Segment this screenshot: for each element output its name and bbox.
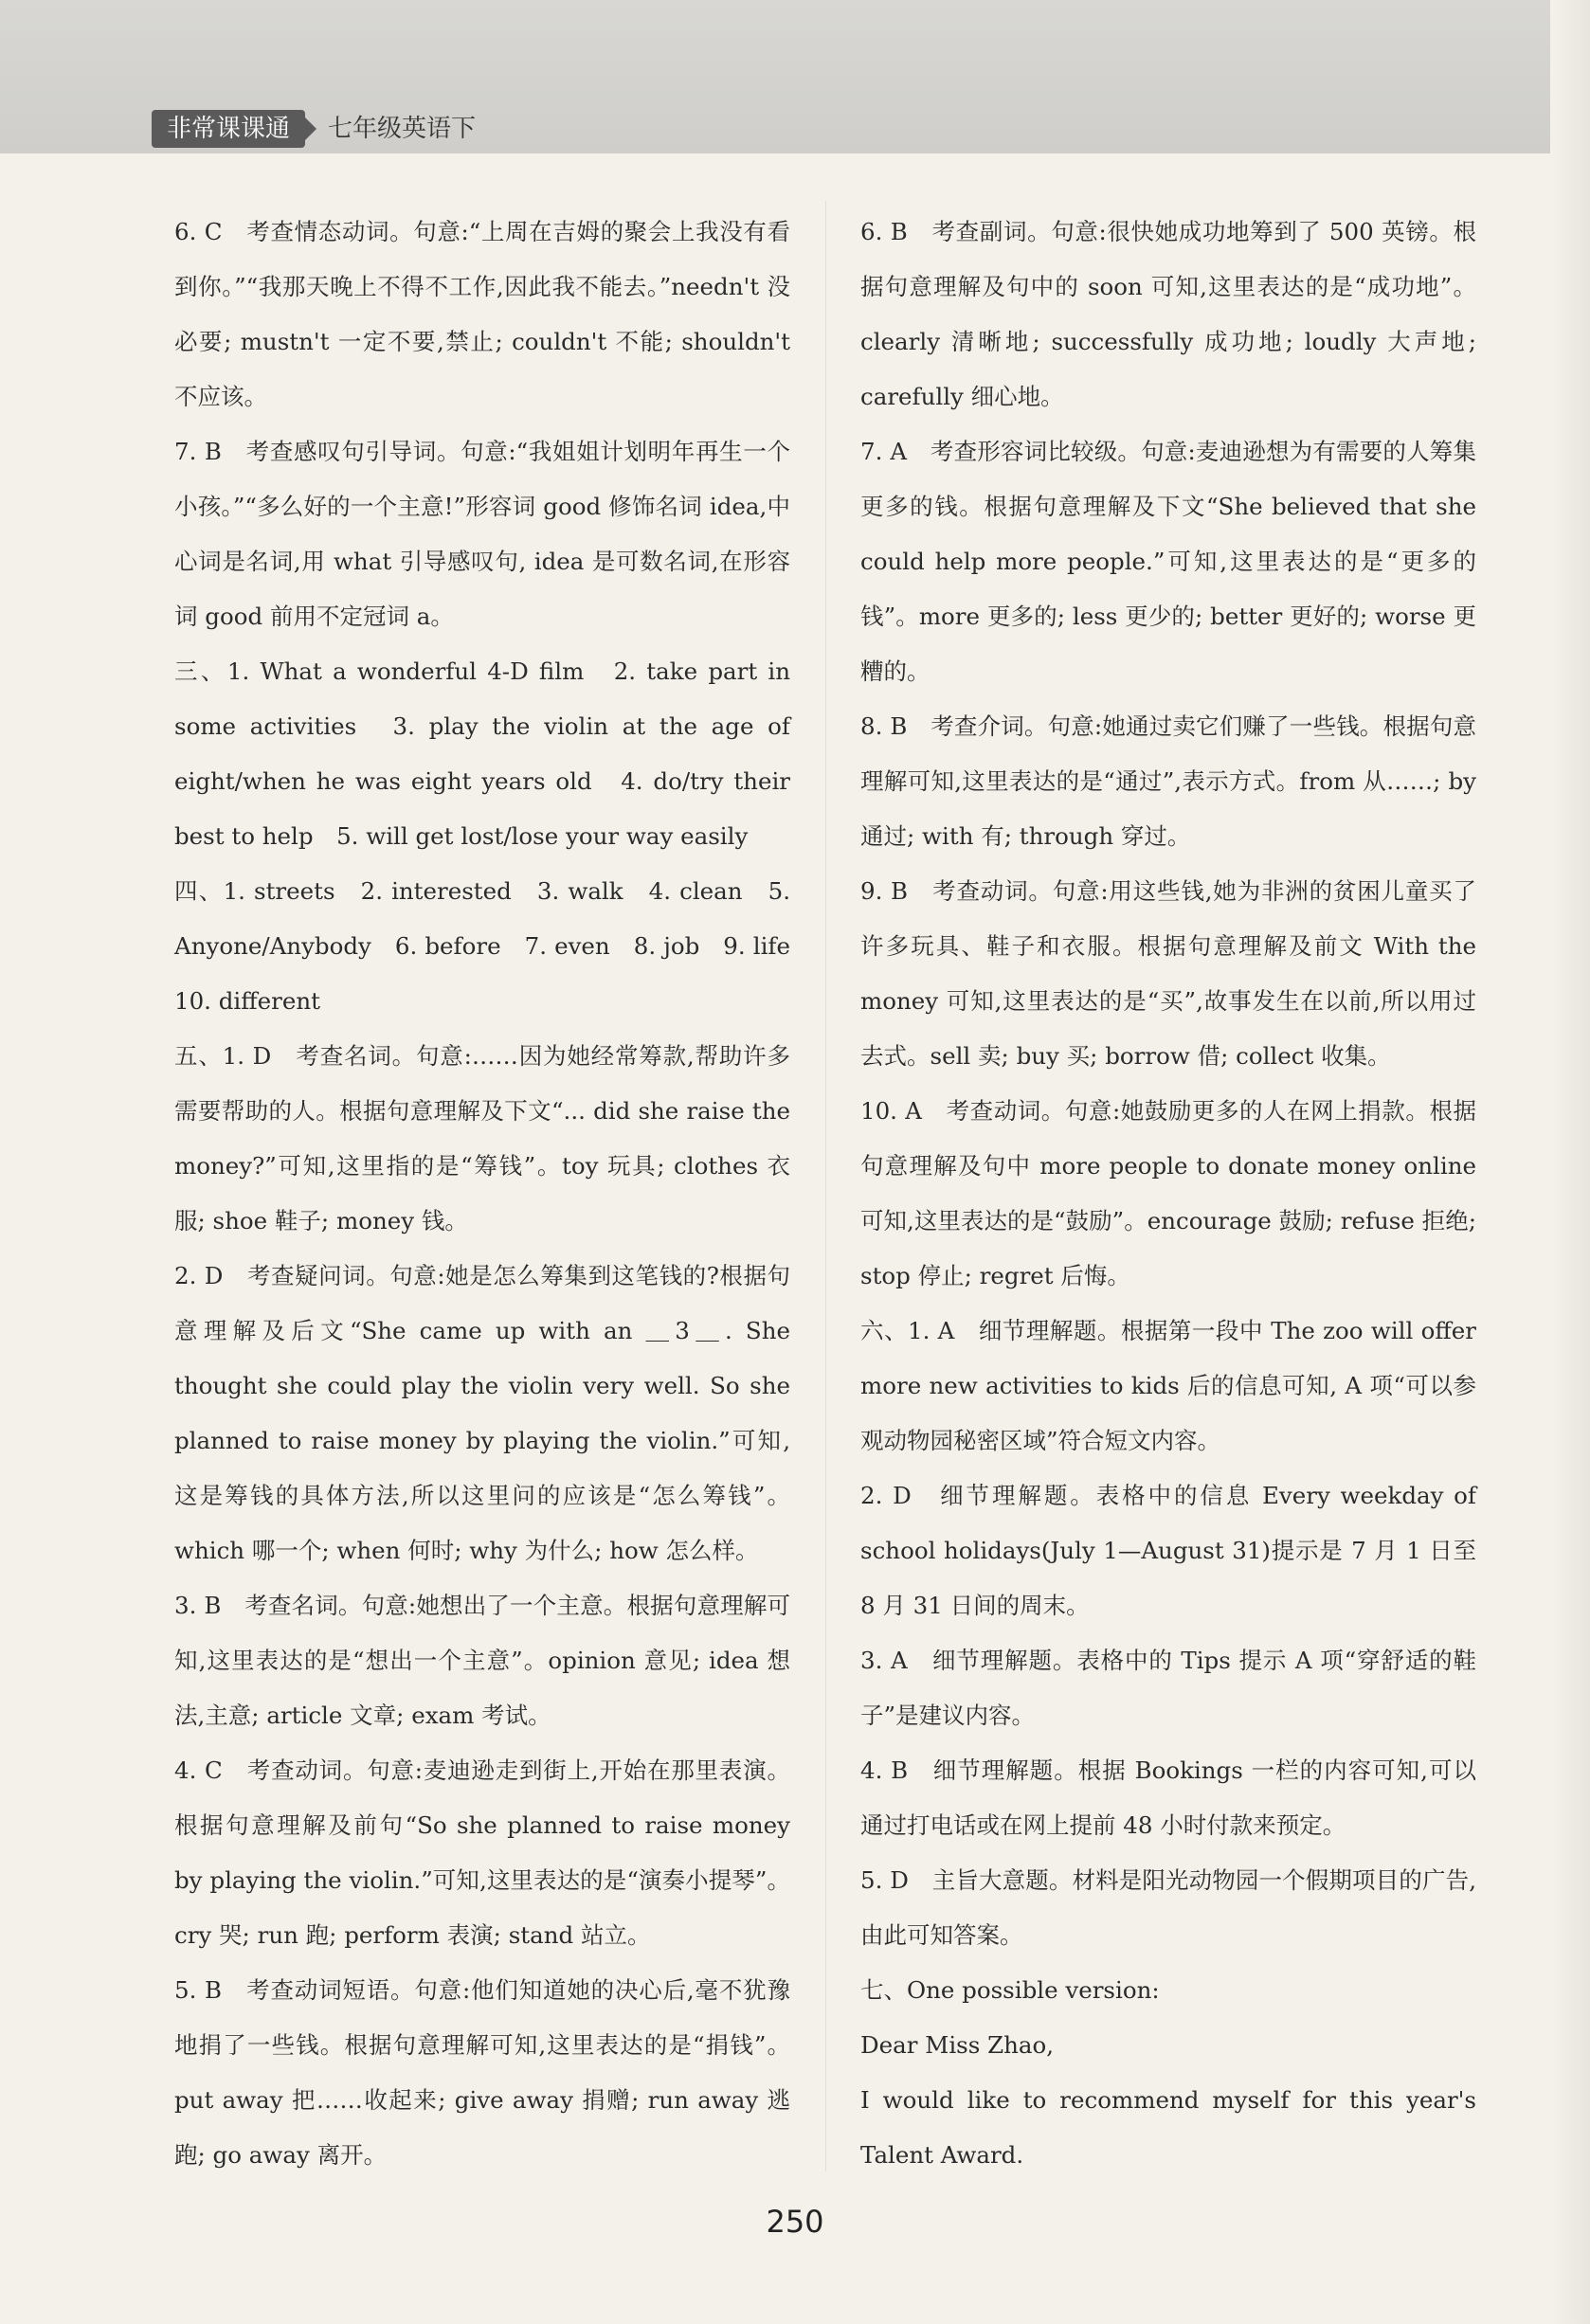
answer-item: 五、1. D 考查名词。句意:……因为她经常筹款,帮助许多需要帮助的人。根据句意理解及下文“... did she raise the money?”可知,这里指的是“筹钱”。toy 玩具; clothes 衣服; shoe 鞋子; money 钱。	[174, 1042, 790, 1234]
right-column	[860, 205, 1476, 2183]
series-badge: 非常课课通	[152, 110, 305, 148]
answer-item: 4. C 考查动词。句意:麦迪逊走到街上,开始在那里表演。根据句意理解及前句“So she planned to raise money by playing the violin.”可知,这里表达的是“演奏小提琴”。cry 哭; run 跑; perform 表演; stand 站立。	[174, 1757, 790, 1949]
book-title: 七年级英语下	[328, 115, 477, 143]
answer-item: 5. D 主旨大意题。材料是阳光动物园一个假期项目的广告,由此可知答案。	[860, 1866, 1476, 1949]
answer-item: 9. B 考查动词。句意:用这些钱,她为非洲的贫困儿童买了许多玩具、鞋子和衣服。根据句意理解及前文 With the money 可知,这里表达的是“买”,故事发生在以前,所以用过去式。sell 卖; buy 买; borrow 借; collect 收集。	[860, 877, 1476, 1070]
left-column	[174, 205, 814, 2183]
answer-item: 10. A 考查动词。句意:她鼓励更多的人在网上捐款。根据句意理解及句中 more people to donate money online 可知,这里表达的是“鼓励”。encourage 鼓励; refuse 拒绝; stop 停止; regret 后悔。	[860, 1097, 1476, 1289]
answer-item: 三、1. What a wonderful 4-D film 2. take part in some activities 3. play the violin at the age of eight/when he was eight years old 4. do/try their best to help 5. will get lost/lose your way easily	[174, 658, 790, 850]
letter-greeting: Dear Miss Zhao,	[860, 2031, 1055, 2059]
answer-item: 8. B 考查介词。句意:她通过卖它们赚了一些钱。根据句意理解可知,这里表达的是“通过”,表示方式。from 从……; by 通过; with 有; through 穿过。	[860, 712, 1476, 850]
page-number: 250	[766, 2204, 824, 2240]
answer-item: 3. B 考查名词。句意:她想出了一个主意。根据句意理解可知,这里表达的是“想出一个主意”。opinion 意见; idea 想法,主意; article 文章; exam 考试。	[174, 1592, 790, 1729]
page-edge-shadow	[1550, 0, 1590, 2324]
answer-item: 3. A 细节理解题。表格中的 Tips 提示 A 项“穿舒适的鞋子”是建议内容。	[860, 1647, 1476, 1729]
column-divider	[825, 201, 826, 2171]
answer-item: 6. C 考查情态动词。句意:“上周在吉姆的聚会上我没有看到你。”“我那天晚上不得不工作,因此我不能去。”needn't 没必要; mustn't 一定不要,禁止; couldn't 不能; shouldn't 不应该。	[174, 218, 790, 410]
answer-item: 7. A 考查形容词比较级。句意:麦迪逊想为有需要的人筹集更多的钱。根据句意理解及下文“She believed that she could help more people.”可知,这里表达的是“更多的钱”。more 更多的; less 更少的; better 更好的; worse 更糟的。	[860, 438, 1476, 685]
answer-item: 7. B 考查感叹句引导词。句意:“我姐姐计划明年再生一个小孩。”“多么好的一个主意!”形容词 good 修饰名词 idea,中心词是名词,用 what 引导感叹句, idea 是可数名词,在形容词 good 前用不定冠词 a。	[174, 438, 790, 630]
answer-item: 四、1. streets 2. interested 3. walk 4. clean 5. Anyone/Anybody 6. before 7. even 8. job 9. life 10. different	[174, 877, 814, 1015]
section-heading: 七、One possible version:	[860, 1976, 1160, 2004]
badge-arrow-icon	[305, 117, 316, 140]
answer-item: 5. B 考查动词短语。句意:他们知道她的决心后,毫不犹豫地捐了一些钱。根据句意理解可知,这里表达的是“捐钱”。put away 把……收起来; give away 捐赠; run away 逃跑; go away 离开。	[174, 1976, 790, 2169]
answer-item: 4. B 细节理解题。根据 Bookings 一栏的内容可知,可以通过打电话或在网上提前 48 小时付款来预定。	[860, 1757, 1476, 1839]
answer-item: 六、1. A 细节理解题。根据第一段中 The zoo will offer more new activities to kids 后的信息可知, A 项“可以参观动物园秘密区域”符合短文内容。	[860, 1317, 1476, 1454]
answer-item: 2. D 细节理解题。表格中的信息 Every weekday of school holidays(July 1—August 31)提示是 7 月 1 日至 8 月 31 日间的周末。	[860, 1482, 1476, 1619]
answer-item: 2. D 考查疑问词。句意:她是怎么筹集到这笔钱的?根据句意理解及后文“She came up with an ＿3＿. She thought she could play the violin very well. So she planned to raise money by playing the violin.”可知,这是筹钱的具体方法,所以这里问的应该是“怎么筹钱”。which 哪一个; when 何时; why 为什么; how 怎么样。	[174, 1262, 790, 1564]
letter-body: I would like to recommend myself for this year's Talent Award.	[860, 2086, 1476, 2169]
answer-item: 6. B 考查副词。句意:很快她成功地筹到了 500 英镑。根据句意理解及句中的 soon 可知,这里表达的是“成功地”。clearly 清晰地; successfully 成功地; loudly 大声地; carefully 细心地。	[860, 218, 1476, 410]
